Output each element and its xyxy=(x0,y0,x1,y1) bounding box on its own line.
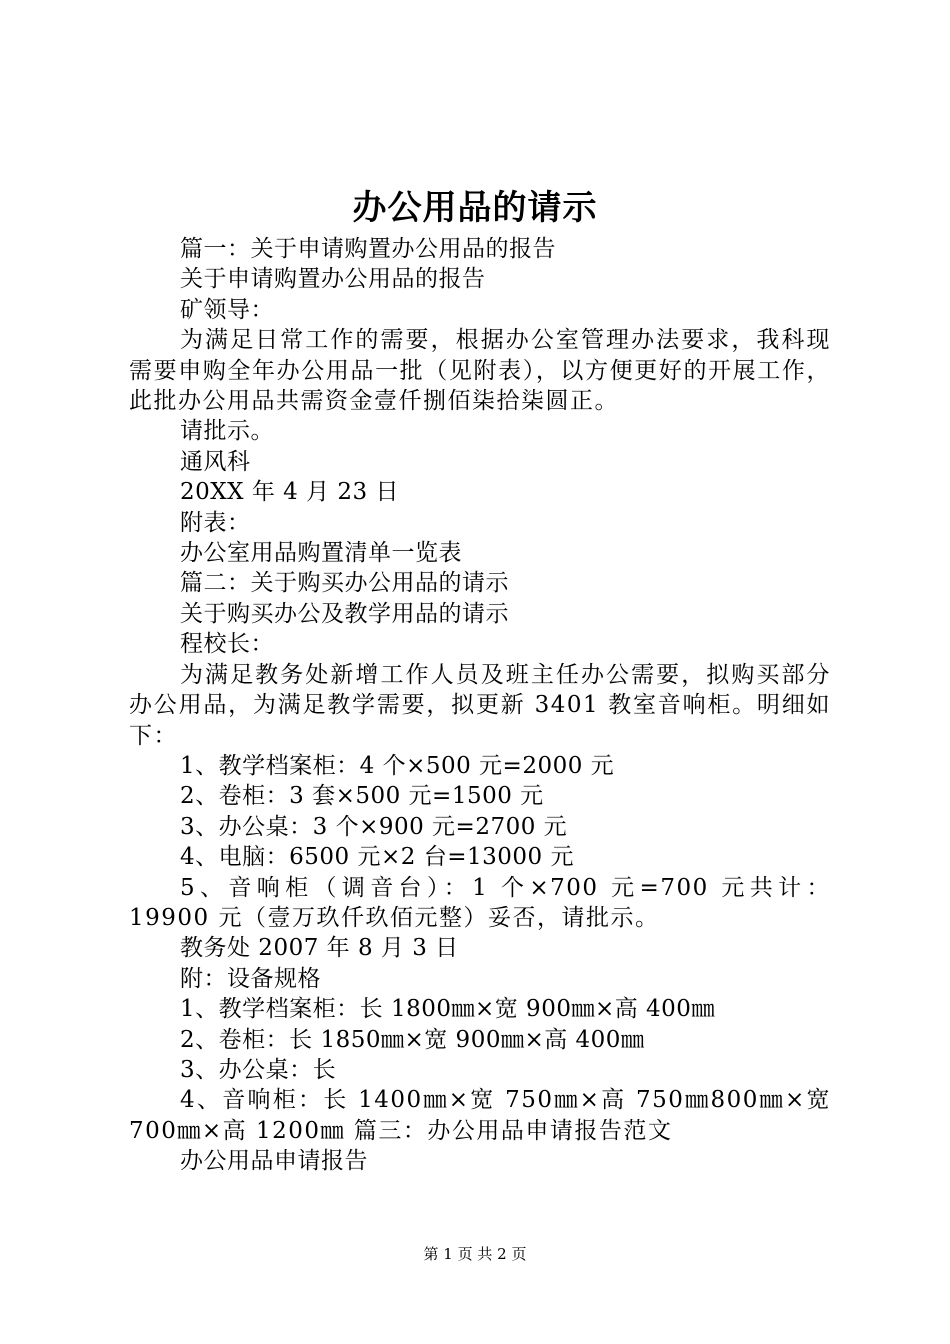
spec-item: 1、教学档案柜：长 1800㎜×宽 900㎜×高 400㎜ xyxy=(180,996,715,1023)
list-item: 3、办公桌：3 个×900 元=2700 元 xyxy=(180,813,568,840)
page-footer: 第 1 页 共 2 页 xyxy=(423,1245,527,1263)
list-item: 2、卷柜：3 套×500 元=1500 元 xyxy=(180,783,544,810)
salutation-1: 矿领导： xyxy=(180,296,274,323)
spec-item-combined: 4、音响柜：长 1400㎜×宽 750㎜×高 750㎜800㎜×宽 700㎜×高 1200㎜ 篇三：办公用品申请报告范文 xyxy=(129,1087,831,1144)
signature-2: 教务处 2007 年 8 月 3 日 xyxy=(180,935,459,962)
report-title-3: 办公用品申请报告 xyxy=(180,1148,368,1175)
attachment-label-1: 附表： xyxy=(180,509,251,536)
signature-department-1: 通风科 xyxy=(180,448,251,475)
paragraph-1: 为满足日常工作的需要，根据办公室管理办法要求，我科现需要申购全年办公用品一批（见附表），以方便更好的开展工作，此批办公用品共需资金壹仟捌佰柒拾柒圆正。 xyxy=(129,327,831,415)
section-heading-2: 篇二：关于购买办公用品的请示 xyxy=(180,570,509,597)
list-item: 1、教学档案柜：4 个×500 元=2000 元 xyxy=(180,752,615,779)
report-title-1: 关于申请购置办公用品的报告 xyxy=(180,266,486,293)
list-item: 4、电脑：6500 元×2 台=13000 元 xyxy=(180,844,574,871)
list-item-total: 5、音响柜（调音台）：1 个×700 元=700 元共计：19900 元（壹万玖仟玖佰元整）妥否，请批示。 xyxy=(129,874,831,931)
spec-item: 3、办公桌：长 xyxy=(180,1056,337,1083)
spec-item: 2、卷柜：长 1850㎜×宽 900㎜×高 400㎜ xyxy=(180,1026,645,1053)
signature-date-1: 20XX 年 4 月 23 日 xyxy=(180,479,399,506)
document-title: 办公用品的请示 xyxy=(352,188,598,228)
paragraph-2: 为满足教务处新增工作人员及班主任办公需要，拟购买部分办公用品，为满足教学需要，拟更新 3401 教室音响柜。明细如下： xyxy=(129,661,831,749)
attachment-title-1: 办公室用品购置清单一览表 xyxy=(180,540,462,567)
salutation-2: 程校长： xyxy=(180,631,274,658)
attachment-label-2: 附：设备规格 xyxy=(180,965,321,992)
report-title-2: 关于购买办公及教学用品的请示 xyxy=(180,600,509,627)
section-heading-1: 篇一：关于申请购置办公用品的报告 xyxy=(180,236,556,262)
document-body xyxy=(129,234,831,1177)
request-approval-1: 请批示。 xyxy=(180,418,274,445)
